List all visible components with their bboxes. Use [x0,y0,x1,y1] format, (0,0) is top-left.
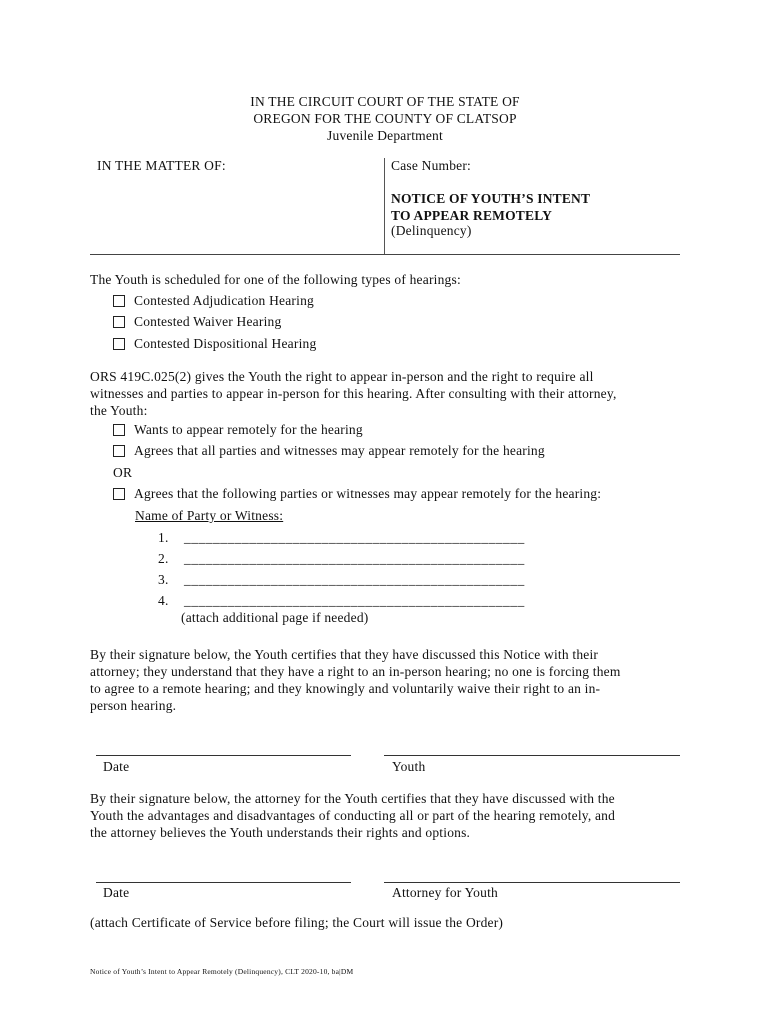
checkbox-label: Wants to appear remotely for the hearing [134,422,363,437]
document-title-line-1: NOTICE OF YOUTH’S INTENT [391,191,591,206]
witness-line-1[interactable] [158,530,525,546]
youth-signature-line[interactable] [384,755,680,756]
checkbox-label: Contested Adjudication Hearing [134,293,314,308]
attorney-date-signature-line[interactable] [96,882,351,883]
youth-cert-line-4: person hearing. [90,698,177,713]
checkbox[interactable] [113,488,125,500]
or-label: OR [113,465,133,480]
checkbox-label: Contested Dispositional Hearing [134,336,317,351]
hearing-option-adjudication[interactable] [113,293,314,309]
witness-line-4[interactable] [158,593,525,609]
document-title-line-2: TO APPEAR REMOTELY [391,208,553,223]
witness-line-2[interactable] [158,551,525,567]
attorney-signature-label: Attorney for Youth [392,885,498,900]
youth-certification [90,646,680,714]
caption-divider-horizontal [90,254,680,255]
checkbox[interactable] [113,295,125,307]
caption-divider-vertical [384,158,385,254]
rights-line-3: the Youth: [90,403,148,418]
hearing-option-dispositional[interactable] [113,336,316,352]
youth-cert-line-3: to agree to a remote hearing; and they knowingly and voluntarily waive their right to an in- [90,681,601,696]
blank-line[interactable]: _______________________________________________ [184,572,525,587]
document-title [391,190,590,224]
checkbox-label: Agrees that the following parties or witnesses may appear remotely for the hearing: [134,486,602,501]
attorney-date-label: Date [103,885,130,900]
checkbox-label: Contested Waiver Hearing [134,314,282,329]
witness-number: 1. [158,530,169,545]
closing-note: (attach Certificate of Service before filing; the Court will issue the Order) [90,915,504,930]
checkbox[interactable] [113,316,125,328]
rights-paragraph [90,368,680,419]
court-header-line-1: IN THE CIRCUIT COURT OF THE STATE OF [250,94,520,109]
youth-date-label: Date [103,759,130,774]
rights-line-1: ORS 419C.025(2) gives the Youth the right to appear in-person and the right to require all [90,369,594,384]
option-following-parties-remote[interactable] [113,486,601,502]
witness-line-3[interactable] [158,572,525,588]
blank-line[interactable]: _______________________________________________ [184,551,525,566]
checkbox-label: Agrees that all parties and witnesses may appear remotely for the hearing [134,443,545,458]
checkbox[interactable] [113,338,125,350]
hearing-option-waiver[interactable] [113,314,281,330]
hearing-intro: The Youth is scheduled for one of the following types of hearings: [90,272,461,287]
document-subtitle: (Delinquency) [391,223,472,238]
attorney-signature-line[interactable] [384,882,680,883]
attorney-cert-line-2: Youth the advantages and disadvantages of conducting all or part of the hearing remotely, and [90,808,616,823]
court-header-line-2: OREGON FOR THE COUNTY OF CLATSOP [253,111,517,126]
court-header [0,93,770,144]
in-the-matter-label: IN THE MATTER OF: [97,158,226,173]
option-appear-remotely[interactable] [113,422,363,438]
option-all-parties-remote[interactable] [113,443,545,459]
checkbox[interactable] [113,424,125,436]
witness-number: 4. [158,593,169,608]
attach-additional-note: (attach additional page if needed) [181,610,369,625]
youth-signature-label: Youth [392,759,426,774]
rights-line-2: witnesses and parties to appear in-person for this hearing. After consulting with their attorney, [90,386,617,401]
youth-cert-line-2: attorney; they understand that they have a right to an in-person hearing; no one is forcing them [90,664,621,679]
case-number-label: Case Number: [391,158,472,173]
attorney-certification [90,790,680,841]
youth-date-signature-line[interactable] [96,755,351,756]
witness-number: 3. [158,572,169,587]
attorney-cert-line-1: By their signature below, the attorney for the Youth certifies that they have discussed with the [90,791,615,806]
attorney-cert-line-3: the attorney believes the Youth understands their rights and options. [90,825,471,840]
form-footer: Notice of Youth’s Intent to Appear Remotely (Delinquency), CLT 2020-10, ba|DM [90,967,354,976]
name-of-party-header: Name of Party or Witness: [135,508,284,523]
blank-line[interactable]: _______________________________________________ [184,530,525,545]
youth-cert-line-1: By their signature below, the Youth certifies that they have discussed this Notice with their [90,647,599,662]
blank-line[interactable]: _______________________________________________ [184,593,525,608]
court-header-line-3: Juvenile Department [327,128,443,143]
checkbox[interactable] [113,445,125,457]
witness-number: 2. [158,551,169,566]
